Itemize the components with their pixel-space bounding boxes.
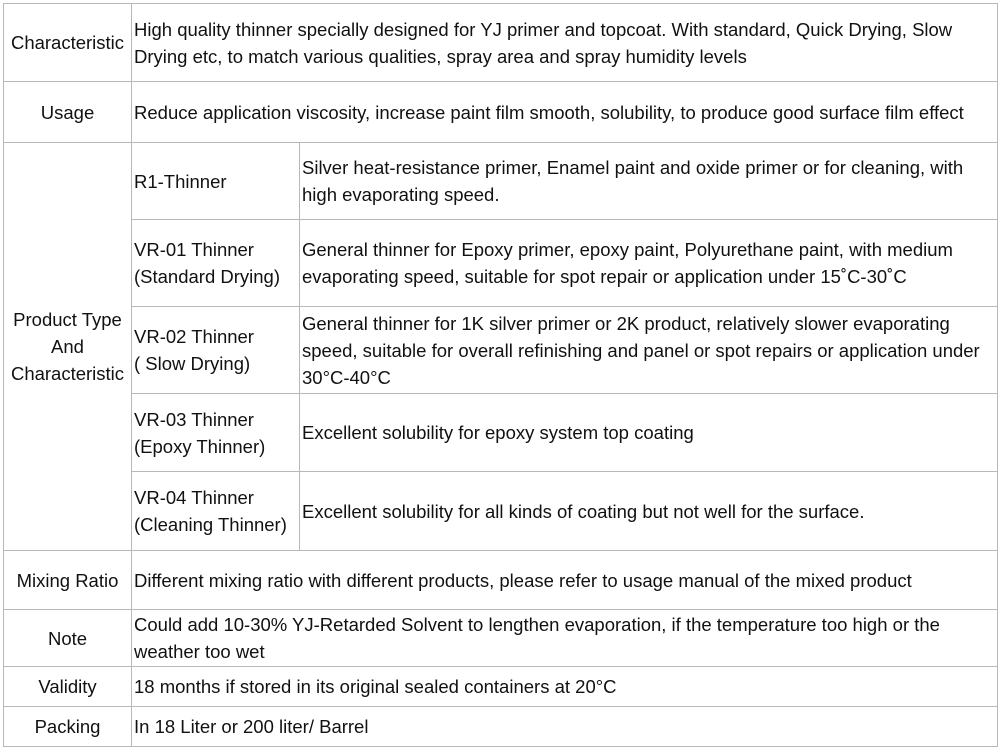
packing-value: In 18 Liter or 200 liter/ Barrel <box>132 707 998 747</box>
product-name-line: (Cleaning Thinner) <box>134 514 287 535</box>
product-name-line: VR-02 Thinner <box>134 326 254 347</box>
product-name-line: R1-Thinner <box>134 170 227 192</box>
note-value: Could add 10-30% YJ-Retarded Solvent to lengthen evaporation, if the temperature too high or the weather too wet <box>132 610 998 667</box>
table-row-product-r1 <box>4 143 998 220</box>
note-label: Note <box>4 610 132 667</box>
product-name-vr02 <box>132 307 300 394</box>
product-name-vr03 <box>132 394 300 472</box>
validity-label: Validity <box>4 667 132 707</box>
table-row-product-vr03 <box>4 394 998 472</box>
product-desc-vr04: Excellent solubility for all kinds of coating but not well for the surface. <box>300 472 998 551</box>
product-name-line: (Epoxy Thinner) <box>134 435 266 457</box>
product-type-label-line: Product Type <box>13 309 122 330</box>
product-type-label <box>4 143 132 551</box>
table-row-validity <box>4 667 998 707</box>
product-name-line: VR-03 Thinner <box>134 408 254 430</box>
product-name-line: VR-04 Thinner <box>134 487 254 508</box>
spec-table <box>3 3 998 747</box>
product-name-r1 <box>132 143 300 220</box>
table-row-usage <box>4 82 998 143</box>
mixing-ratio-label: Mixing Ratio <box>4 551 132 610</box>
product-name-vr01 <box>132 220 300 307</box>
table-row-packing <box>4 707 998 747</box>
characteristic-value: High quality thinner specially designed for YJ primer and topcoat. With standard, Quick Drying, Slow Drying etc, to match various qualities, spray area and spray humidity levels <box>132 4 998 82</box>
product-name-vr04 <box>132 472 300 551</box>
product-desc-vr03: Excellent solubility for epoxy system top coating <box>300 394 998 472</box>
product-desc-r1: Silver heat-resistance primer, Enamel paint and oxide primer or for cleaning, with high evaporating speed. <box>300 143 998 220</box>
product-name-line: VR-01 Thinner <box>134 239 254 260</box>
product-desc-vr01: General thinner for Epoxy primer, epoxy paint, Polyurethane paint, with medium evaporating speed, suitable for spot repair or application under 15˚C-30˚C <box>300 220 998 307</box>
table-row-mixing-ratio <box>4 551 998 610</box>
characteristic-label: Characteristic <box>4 4 132 82</box>
packing-label: Packing <box>4 707 132 747</box>
usage-label: Usage <box>4 82 132 143</box>
product-type-label-line: Characteristic <box>10 363 125 384</box>
table-row-product-vr02 <box>4 307 998 394</box>
mixing-ratio-value: Different mixing ratio with different products, please refer to usage manual of the mixed product <box>132 551 998 610</box>
product-name-line: ( Slow Drying) <box>134 353 251 374</box>
product-desc-vr02: General thinner for 1K silver primer or 2K product, relatively slower evaporating speed, suitable for overall refinishing and panel or spot repairs or application under 30°C-40°C <box>300 307 998 394</box>
table-row-product-vr01 <box>4 220 998 307</box>
product-type-label-line: And <box>51 336 84 357</box>
table-row-note <box>4 610 998 667</box>
table-row-product-vr04 <box>4 472 998 551</box>
validity-value: 18 months if stored in its original sealed containers at 20°C <box>132 667 998 707</box>
table-row-characteristic <box>4 4 998 82</box>
product-name-line: (Standard Drying) <box>134 266 281 287</box>
usage-value: Reduce application viscosity, increase paint film smooth, solubility, to produce good surface film effect <box>132 82 998 143</box>
